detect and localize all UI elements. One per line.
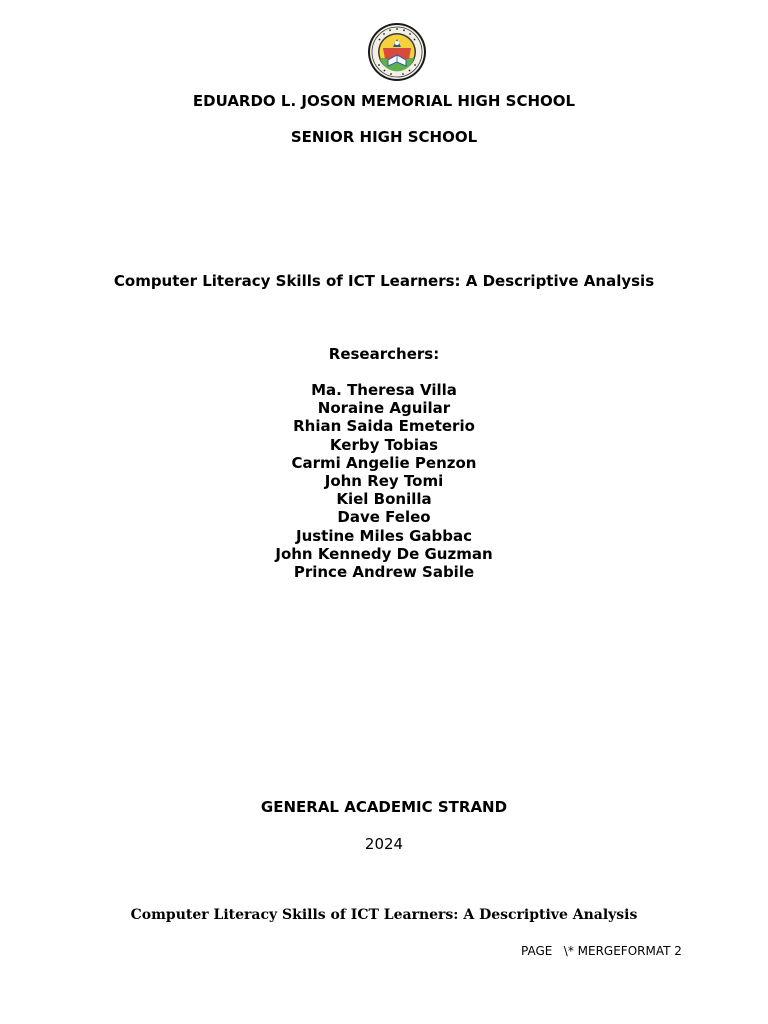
researcher-name: Ma. Theresa Villa [311,381,457,399]
researcher-name: Justine Miles Gabbac [295,526,473,545]
researcher-name: Kerby Tobias [329,435,439,454]
researcher-name: John Kennedy De Guzman [275,544,493,563]
researcher-name: Rhian Saida Emeterio [293,417,475,436]
researcher-name: Prince Andrew Sabile [293,563,475,582]
researcher-name: Noraine Aguilar [317,399,451,418]
researcher-name: Dave Feleo [337,508,431,527]
researchers-heading: Researchers: [328,345,440,363]
school-division: SENIOR HIGH SCHOOL [290,128,478,146]
school-name: EDUARDO L. JOSON MEMORIAL HIGH SCHOOL [192,92,576,110]
researcher-name: Carmi Angelie Penzon [291,453,477,472]
researchers-list [0,381,768,581]
school-seal-icon [367,22,427,82]
footer-title: Computer Literacy Skills of ICT Learners: A Descriptive Analysis [130,907,638,923]
researcher-name: John Rey Tomi [324,472,444,491]
page-number-field: PAGE \* MERGEFORMAT 2 [521,944,682,958]
document-title: Computer Literacy Skills of ICT Learners: A Descriptive Analysis [113,272,655,290]
academic-strand: GENERAL ACADEMIC STRAND [260,798,508,816]
researcher-name: Kiel Bonilla [336,490,432,509]
document-year: 2024 [364,835,404,853]
